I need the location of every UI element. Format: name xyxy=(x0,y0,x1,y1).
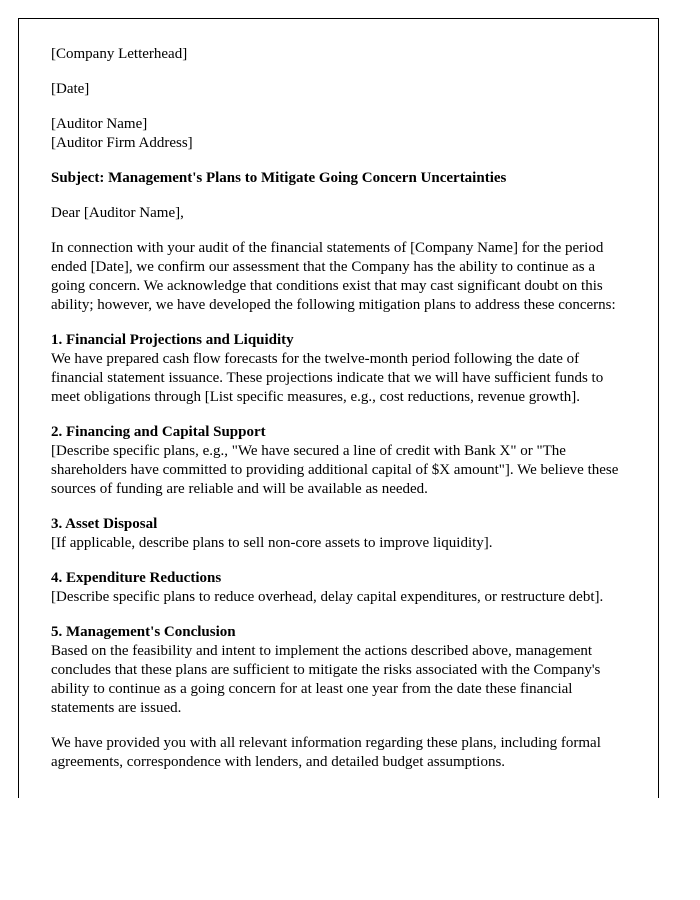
letterhead-line: [Company Letterhead] xyxy=(51,46,188,62)
section-heading: 2. Financing and Capital Support xyxy=(51,424,266,440)
section-body: [Describe specific plans, e.g., "We have secured a line of credit with Bank X" or "The shareholders have committed to providing additional capital of $X amount"]. We believe these sources of funding are reliable and will be available as needed. xyxy=(51,443,619,497)
section-asset-disposal xyxy=(51,515,628,553)
section-heading: 4. Expenditure Reductions xyxy=(51,570,222,586)
section-body: We have prepared cash flow forecasts for the twelve-month period following the date of financial statement issuance. These projections indicate that we will have sufficient funds to meet obligations through [List specific measures, e.g., cost reductions, revenue growth]. xyxy=(51,351,604,405)
section-body: [If applicable, describe plans to sell non-core assets to improve liquidity]. xyxy=(51,535,493,551)
recipient-block xyxy=(51,115,628,153)
salutation-line: Dear [Auditor Name], xyxy=(51,205,184,221)
section-body: [Describe specific plans to reduce overhead, delay capital expenditures, or restructure debt]. xyxy=(51,589,604,605)
section-management-conclusion xyxy=(51,623,628,718)
section-heading: 5. Management's Conclusion xyxy=(51,624,236,640)
section-financing-capital-support xyxy=(51,423,628,499)
subject-line: Subject: Management's Plans to Mitigate Going Concern Uncertainties xyxy=(51,170,507,186)
intro-paragraph: In connection with your audit of the financial statements of [Company Name] for the period ended [Date], we confirm our assessment that the Company has the ability to continue as a going concern. We acknowledge that conditions exist that may cast significant doubt on this ability; however, we have developed the following mitigation plans to address these concerns: xyxy=(51,240,616,313)
section-heading: 3. Asset Disposal xyxy=(51,516,158,532)
letter-content xyxy=(19,19,658,772)
letter-page xyxy=(18,18,659,798)
date-line: [Date] xyxy=(51,81,90,97)
section-body: Based on the feasibility and intent to implement the actions described above, management concludes that these plans are sufficient to mitigate the risks associated with the Company's ability to continue as a going concern for at least one year from the date these financial statements are issued. xyxy=(51,643,601,716)
closing-paragraph: We have provided you with all relevant information regarding these plans, including formal agreements, correspondence with lenders, and detailed budget assumptions. xyxy=(51,735,601,770)
section-expenditure-reductions xyxy=(51,569,628,607)
recipient-address: [Auditor Firm Address] xyxy=(51,135,193,151)
recipient-name: [Auditor Name] xyxy=(51,116,148,132)
section-financial-projections xyxy=(51,331,628,407)
section-heading: 1. Financial Projections and Liquidity xyxy=(51,332,294,348)
